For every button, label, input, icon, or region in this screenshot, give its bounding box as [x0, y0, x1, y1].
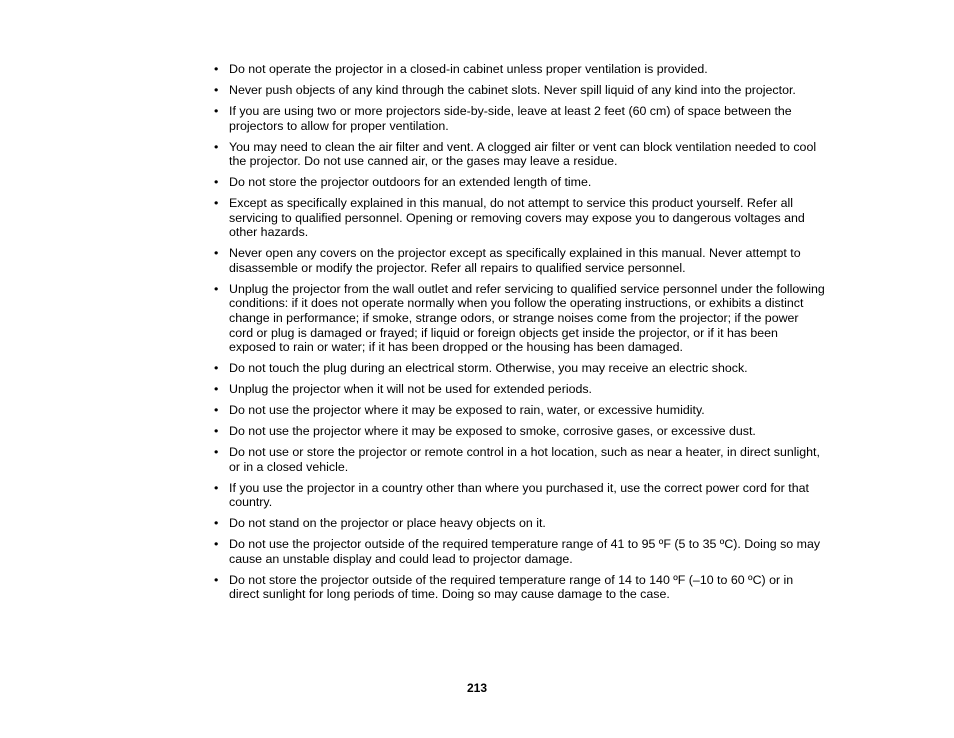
list-item: [214, 537, 826, 566]
list-item: [214, 196, 826, 240]
list-item-text: You may need to clean the air filter and vent. A clogged air filter or vent can block ventilation needed to cool the projector. Do not use canned air, or the gases may leave a residue.: [229, 139, 817, 169]
bullet-marker: •: [214, 361, 219, 376]
list-item-text: Do not store the projector outside of the required temperature range of 14 to 140 ºF (–10 to 60 ºC) or in direct sunlight for long periods of time. Doing so may cause damage to the case.: [229, 572, 794, 602]
list-item-text: Do not use or store the projector or remote control in a hot location, such as near a heater, in direct sunlight, or in a closed vehicle.: [229, 445, 820, 474]
bullet-marker: •: [214, 246, 219, 261]
list-item-text: Do not stand on the projector or place heavy objects on it.: [229, 516, 546, 531]
list-item-text: Do not use the projector where it may be exposed to smoke, corrosive gases, or excessive dust.: [229, 424, 756, 439]
list-item-text: Do not store the projector outdoors for an extended length of time.: [229, 175, 592, 190]
bullet-marker: •: [214, 516, 219, 531]
list-item: [214, 140, 826, 169]
list-item-text: Do not operate the projector in a closed-in cabinet unless proper ventilation is provided.: [229, 62, 708, 76]
list-item-text: Do not use the projector outside of the required temperature range of 41 to 95 ºF (5 to 35 ºC). Doing so may cause an unstable display and could lead to projector damage.: [229, 537, 821, 566]
list-item-text: If you use the projector in a country other than where you purchased it, use the correct power cord for that country.: [229, 480, 809, 510]
bullet-marker: •: [214, 175, 219, 190]
list-item: [214, 246, 826, 275]
bullet-marker: •: [214, 103, 219, 118]
list-item: [214, 481, 826, 510]
bullet-marker: •: [214, 382, 219, 397]
list-item: [214, 403, 826, 418]
bullet-marker: •: [214, 424, 219, 439]
list-item: [214, 573, 826, 602]
list-item: [214, 104, 826, 133]
list-item: [214, 424, 826, 439]
bullet-marker: •: [214, 196, 219, 211]
bullet-marker: •: [214, 403, 219, 418]
list-item: [214, 83, 826, 98]
list-item-text: If you are using two or more projectors side-by-side, leave at least 2 feet (60 cm) of space between the projectors to allow for proper ventilation.: [229, 103, 792, 133]
bullet-marker: •: [214, 62, 219, 76]
list-item-text: Never push objects of any kind through the cabinet slots. Never spill liquid of any kind into the projector.: [229, 82, 796, 97]
list-item: [214, 516, 826, 531]
bullet-marker: •: [214, 281, 219, 296]
bullet-marker: •: [214, 480, 219, 495]
bullet-marker: •: [214, 537, 219, 552]
list-item: [214, 62, 826, 77]
list-item: [214, 175, 826, 190]
list-item: [214, 445, 826, 474]
list-item-text: Except as specifically explained in this manual, do not attempt to service this product yourself. Refer all servicing to qualified personnel. Opening or removing covers may expose you to dangerous voltages and other hazards.: [229, 196, 805, 240]
bullet-marker: •: [214, 445, 219, 460]
page-number: 213: [466, 681, 488, 695]
list-item: [214, 382, 826, 397]
list-item-text: Do not touch the plug during an electrical storm. Otherwise, you may receive an electric shock.: [229, 361, 748, 376]
list-item-text: Do not use the projector where it may be exposed to rain, water, or excessive humidity.: [229, 403, 705, 418]
safety-bullet-list: [214, 62, 826, 602]
list-item: [214, 361, 826, 376]
document-body: [214, 62, 826, 608]
list-item-text: Unplug the projector when it will not be used for extended periods.: [229, 382, 592, 397]
bullet-marker: •: [214, 572, 219, 587]
list-item: [214, 282, 826, 355]
bullet-marker: •: [214, 82, 219, 97]
list-item-text: Never open any covers on the projector except as specifically explained in this manual. Never attempt to disassemble or modify the projector. Refer all repairs to qualified service personnel.: [229, 246, 801, 275]
bullet-marker: •: [214, 139, 219, 154]
list-item-text: Unplug the projector from the wall outlet and refer servicing to qualified service personnel under the following conditions: if it does not operate normally when you follow the operating instructions, or exhibits a distinct change in performance; if smoke, strange odors, or strange noises come from the projector; if the power cord or plug is damaged or frayed; if liquid or foreign objects get inside the projector, or if it has been exposed to rain or water; if it has been dropped or the housing has been damaged.: [229, 281, 825, 355]
